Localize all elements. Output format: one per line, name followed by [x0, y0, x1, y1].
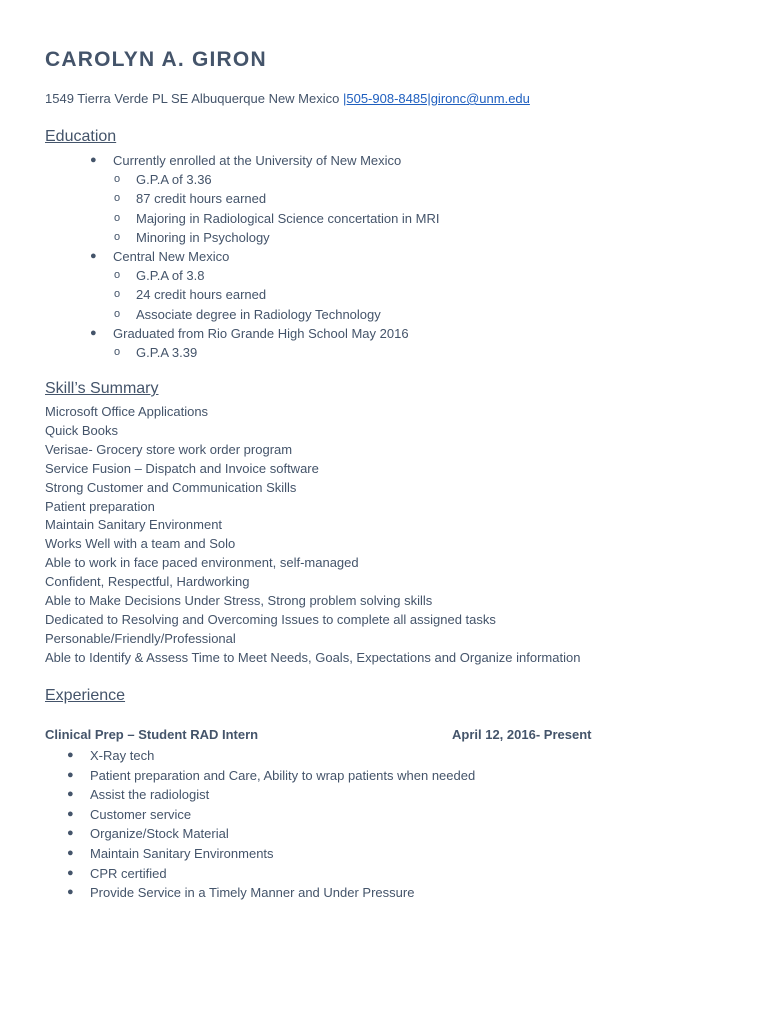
skill-item: Confident, Respectful, Hardworking — [45, 574, 250, 590]
skill-item: Service Fusion – Dispatch and Invoice software — [45, 460, 319, 476]
sub-bullet-circle: o — [114, 192, 121, 205]
skill-item: Able to Identify & Assess Time to Meet Needs, Goals, Expectations and Organize information — [45, 649, 581, 665]
duty-item: Maintain Sanitary Environments — [90, 846, 274, 861]
school-name: Central New Mexico — [113, 249, 230, 264]
skill-item: Maintain Sanitary Environment — [45, 517, 223, 533]
school-name: Currently enrolled at the University of New Mexico — [113, 153, 402, 168]
school-detail: 24 credit hours earned — [136, 287, 267, 303]
sub-bullet-circle: o — [114, 269, 121, 282]
bullet-dot: ● — [67, 768, 74, 781]
school-detail: Majoring in Radiological Science concertation in MRI — [136, 210, 440, 226]
experience-heading: Experience — [45, 687, 126, 704]
school-detail: G.P.A 3.39 — [136, 345, 198, 360]
skill-item: Strong Customer and Communication Skills — [45, 479, 297, 495]
skill-item: Works Well with a team and Solo — [45, 536, 236, 552]
education-heading: Education — [45, 128, 117, 145]
skill-item: Able to Make Decisions Under Stress, Strong problem solving skills — [45, 593, 433, 608]
skill-item: Dedicated to Resolving and Overcoming Issues to complete all assigned tasks — [45, 611, 496, 627]
duty-item: Provide Service in a Timely Manner and Under Pressure — [90, 885, 415, 901]
school-detail: G.P.A of 3.36 — [136, 172, 212, 188]
bullet-dot: ● — [67, 827, 74, 840]
candidate-name: CAROLYN A. GIRON — [45, 48, 267, 71]
skill-item: Microsoft Office Applications — [45, 404, 209, 419]
bullet-dot: ● — [67, 886, 74, 899]
sub-bullet-circle: o — [114, 211, 121, 224]
school-detail: 87 credit hours earned — [136, 191, 267, 207]
sub-bullet-circle: o — [114, 346, 121, 358]
bullet-dot: ● — [90, 326, 97, 339]
bullet-dot: ● — [67, 866, 74, 879]
bullet-dot: ● — [67, 749, 74, 761]
skills-heading: Skill’s Summary — [45, 380, 159, 397]
bullet-dot: ● — [90, 154, 97, 166]
contact-line — [45, 91, 530, 106]
skill-item: Verisae- Grocery store work order program — [45, 441, 293, 457]
bullet-dot: ● — [67, 807, 74, 820]
bullet-dot: ● — [67, 788, 74, 801]
school-detail: Associate degree in Radiology Technology — [136, 306, 381, 322]
duty-item: X-Ray tech — [90, 748, 155, 763]
school-name: Graduated from Rio Grande High School May 2016 — [113, 325, 409, 341]
address-text: 1549 Tierra Verde PL SE Albuquerque New Mexico — [45, 91, 343, 106]
duty-item: Organize/Stock Material — [90, 826, 229, 842]
skill-item: Able to work in face paced environment, self-managed — [45, 555, 359, 571]
skill-item: Patient preparation — [45, 498, 155, 514]
sub-bullet-circle: o — [114, 230, 121, 243]
phone-email-link[interactable]: |505-908-8485|gironc@unm.edu — [342, 91, 530, 106]
duty-item: Patient preparation and Care, Ability to wrap patients when needed — [90, 767, 476, 783]
duty-item: Customer service — [90, 806, 192, 822]
duty-item: Assist the radiologist — [90, 787, 210, 803]
job-title: Clinical Prep – Student RAD Intern — [45, 727, 259, 742]
skill-item: Personable/Friendly/Professional — [45, 630, 236, 646]
skill-item: Quick Books — [45, 422, 118, 438]
school-detail: G.P.A of 3.8 — [136, 268, 205, 284]
duty-item: CPR certified — [90, 865, 167, 881]
school-detail: Minoring in Psychology — [136, 229, 270, 245]
job-date: April 12, 2016- Present — [452, 727, 592, 742]
sub-bullet-circle: o — [114, 288, 121, 301]
sub-bullet-circle: o — [114, 307, 121, 320]
sub-bullet-circle: o — [114, 173, 121, 186]
bullet-dot: ● — [90, 250, 97, 262]
bullet-dot: ● — [67, 847, 74, 859]
